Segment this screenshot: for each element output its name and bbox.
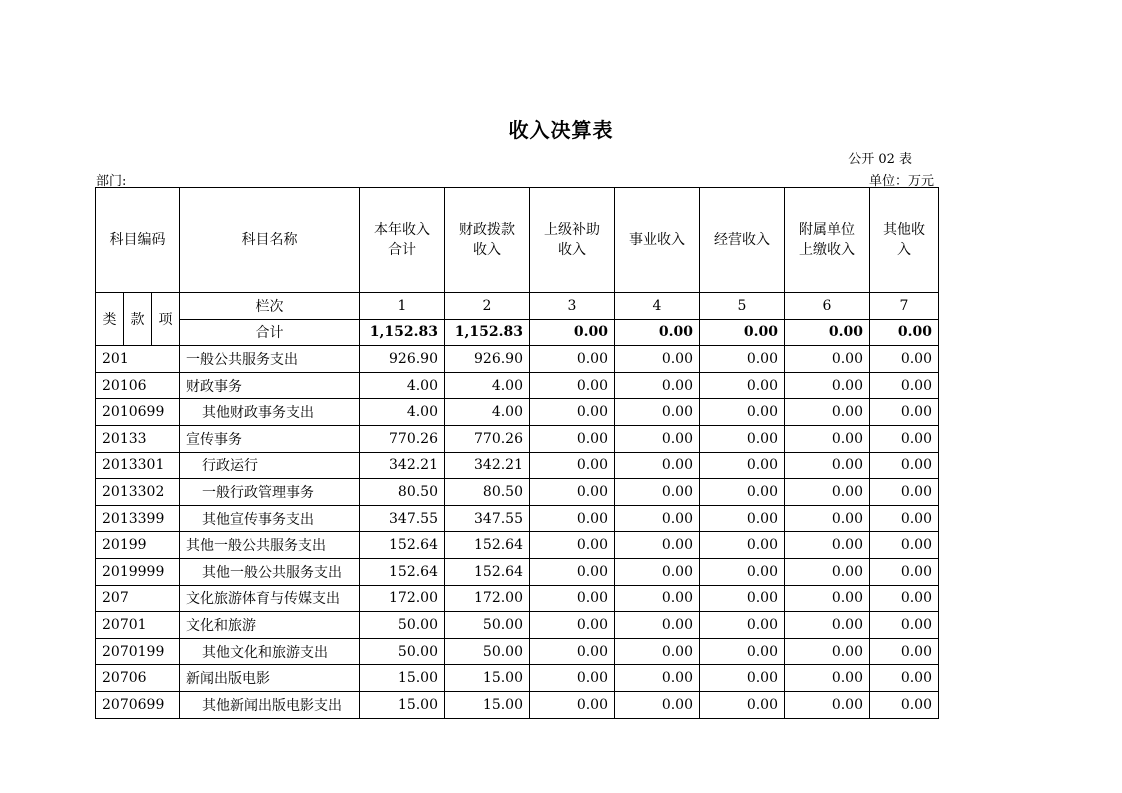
- row-value: 152.64: [445, 558, 530, 585]
- income-table: [95, 187, 939, 719]
- col-number: 5: [700, 293, 785, 320]
- total-value: 1,152.83: [445, 319, 530, 346]
- column-number-row: [96, 293, 939, 320]
- row-name: 新闻出版电影: [180, 665, 360, 692]
- row-name: 其他一般公共服务支出: [180, 558, 360, 585]
- row-value: 15.00: [445, 665, 530, 692]
- row-value: 0.00: [785, 691, 870, 718]
- row-value: 0.00: [615, 558, 700, 585]
- row-value: 0.00: [870, 691, 939, 718]
- row-value: 0.00: [785, 532, 870, 559]
- row-value: 0.00: [615, 452, 700, 479]
- row-value: 4.00: [445, 399, 530, 426]
- row-value: 0.00: [530, 558, 615, 585]
- row-name: 一般行政管理事务: [180, 479, 360, 506]
- row-value: 347.55: [445, 505, 530, 532]
- row-value: 0.00: [530, 372, 615, 399]
- row-value: 0.00: [700, 479, 785, 506]
- row-value: 342.21: [360, 452, 445, 479]
- row-code: 20133: [96, 425, 180, 452]
- row-value: 152.64: [360, 532, 445, 559]
- row-value: 0.00: [870, 399, 939, 426]
- table-row: [96, 665, 939, 692]
- row-value: 0.00: [700, 346, 785, 373]
- col-number: 4: [615, 293, 700, 320]
- row-value: 0.00: [530, 505, 615, 532]
- header-col6: 附属单位 上缴收入: [785, 188, 870, 293]
- row-value: 0.00: [785, 638, 870, 665]
- row-code: 201: [96, 346, 180, 373]
- header-row: [96, 188, 939, 293]
- row-code: 2070199: [96, 638, 180, 665]
- table-row: [96, 372, 939, 399]
- row-value: 0.00: [615, 585, 700, 612]
- row-code: 2013399: [96, 505, 180, 532]
- row-name: 文化旅游体育与传媒支出: [180, 585, 360, 612]
- header-xiang: 项: [152, 293, 180, 346]
- row-value: 0.00: [870, 532, 939, 559]
- row-value: 0.00: [870, 346, 939, 373]
- table-row: [96, 505, 939, 532]
- row-value: 4.00: [360, 399, 445, 426]
- header-lei: 类: [96, 293, 124, 346]
- row-value: 0.00: [870, 452, 939, 479]
- row-value: 152.64: [445, 532, 530, 559]
- row-value: 152.64: [360, 558, 445, 585]
- row-value: 4.00: [360, 372, 445, 399]
- row-value: 0.00: [530, 452, 615, 479]
- row-value: 0.00: [530, 399, 615, 426]
- row-value: 50.00: [360, 638, 445, 665]
- row-value: 0.00: [785, 558, 870, 585]
- row-name: 其他一般公共服务支出: [180, 532, 360, 559]
- table-row: [96, 346, 939, 373]
- row-value: 0.00: [700, 532, 785, 559]
- total-value: 0.00: [530, 319, 615, 346]
- row-value: 0.00: [615, 638, 700, 665]
- row-name: 其他文化和旅游支出: [180, 638, 360, 665]
- row-value: 0.00: [870, 479, 939, 506]
- col-number: 3: [530, 293, 615, 320]
- row-value: 0.00: [785, 372, 870, 399]
- row-value: 50.00: [360, 612, 445, 639]
- row-value: 0.00: [530, 585, 615, 612]
- total-value: 1,152.83: [360, 319, 445, 346]
- header-col3: 上级补助 收入: [530, 188, 615, 293]
- row-value: 0.00: [785, 425, 870, 452]
- header-col2: 财政拨款 收入: [445, 188, 530, 293]
- row-value: 0.00: [785, 399, 870, 426]
- row-value: 0.00: [785, 479, 870, 506]
- row-name: 宣传事务: [180, 425, 360, 452]
- total-value: 0.00: [615, 319, 700, 346]
- row-code: 207: [96, 585, 180, 612]
- row-value: 0.00: [615, 612, 700, 639]
- row-value: 0.00: [870, 372, 939, 399]
- row-code: 2013302: [96, 479, 180, 506]
- row-value: 0.00: [700, 638, 785, 665]
- row-value: 172.00: [360, 585, 445, 612]
- row-value: 0.00: [530, 665, 615, 692]
- row-value: 0.00: [530, 691, 615, 718]
- table-row: [96, 399, 939, 426]
- table-row: [96, 558, 939, 585]
- row-value: 0.00: [530, 638, 615, 665]
- row-value: 0.00: [700, 505, 785, 532]
- table-row: [96, 612, 939, 639]
- row-value: 0.00: [700, 452, 785, 479]
- header-lanci: 栏次: [180, 293, 360, 320]
- table-row: [96, 425, 939, 452]
- header-col4: 事业收入: [615, 188, 700, 293]
- row-value: 172.00: [445, 585, 530, 612]
- row-value: 0.00: [700, 691, 785, 718]
- row-value: 0.00: [615, 505, 700, 532]
- row-value: 0.00: [530, 346, 615, 373]
- row-value: 0.00: [615, 399, 700, 426]
- table-row: [96, 691, 939, 718]
- row-name: 一般公共服务支出: [180, 346, 360, 373]
- row-value: 0.00: [530, 425, 615, 452]
- department-label: 部门:: [96, 174, 127, 189]
- row-value: 80.50: [445, 479, 530, 506]
- header-col1: 本年收入 合计: [360, 188, 445, 293]
- table-row: [96, 452, 939, 479]
- row-value: 15.00: [360, 665, 445, 692]
- row-value: 0.00: [785, 452, 870, 479]
- row-value: 80.50: [360, 479, 445, 506]
- row-value: 0.00: [870, 612, 939, 639]
- row-code: 2019999: [96, 558, 180, 585]
- row-value: 15.00: [360, 691, 445, 718]
- col-number: 1: [360, 293, 445, 320]
- row-value: 342.21: [445, 452, 530, 479]
- col-number: 2: [445, 293, 530, 320]
- row-value: 0.00: [615, 479, 700, 506]
- row-value: 0.00: [615, 665, 700, 692]
- row-value: 0.00: [785, 346, 870, 373]
- row-value: 50.00: [445, 612, 530, 639]
- form-code: 公开 02 表: [848, 152, 912, 167]
- row-value: 0.00: [530, 612, 615, 639]
- total-value: 0.00: [700, 319, 785, 346]
- unit-label: 单位：万元: [868, 174, 934, 189]
- row-code: 2010699: [96, 399, 180, 426]
- row-value: 0.00: [615, 532, 700, 559]
- total-value: 0.00: [870, 319, 939, 346]
- header-name: 科目名称: [180, 188, 360, 293]
- header-col7: 其他收 入: [870, 188, 939, 293]
- row-code: 2013301: [96, 452, 180, 479]
- table-row: [96, 479, 939, 506]
- row-value: 0.00: [615, 425, 700, 452]
- total-row: [96, 319, 939, 346]
- row-value: 0.00: [700, 612, 785, 639]
- row-value: 0.00: [785, 612, 870, 639]
- row-value: 0.00: [700, 425, 785, 452]
- page-title: 收入决算表: [508, 118, 614, 142]
- row-code: 20199: [96, 532, 180, 559]
- row-value: 770.26: [445, 425, 530, 452]
- row-value: 50.00: [445, 638, 530, 665]
- row-value: 0.00: [615, 691, 700, 718]
- row-value: 15.00: [445, 691, 530, 718]
- table-row: [96, 532, 939, 559]
- row-value: 926.90: [360, 346, 445, 373]
- row-value: 0.00: [870, 585, 939, 612]
- header-col5: 经营收入: [700, 188, 785, 293]
- row-value: 0.00: [870, 505, 939, 532]
- row-value: 770.26: [360, 425, 445, 452]
- row-value: 0.00: [785, 665, 870, 692]
- row-name: 其他宣传事务支出: [180, 505, 360, 532]
- row-value: 0.00: [870, 558, 939, 585]
- row-code: 20706: [96, 665, 180, 692]
- row-value: 0.00: [785, 585, 870, 612]
- row-value: 0.00: [870, 425, 939, 452]
- row-name: 其他新闻出版电影支出: [180, 691, 360, 718]
- row-name: 文化和旅游: [180, 612, 360, 639]
- header-code: 科目编码: [96, 188, 180, 293]
- row-value: 0.00: [530, 532, 615, 559]
- row-value: 0.00: [615, 346, 700, 373]
- col-number: 7: [870, 293, 939, 320]
- row-name: 其他财政事务支出: [180, 399, 360, 426]
- row-value: 0.00: [870, 638, 939, 665]
- row-name: 行政运行: [180, 452, 360, 479]
- row-code: 20701: [96, 612, 180, 639]
- row-name: 财政事务: [180, 372, 360, 399]
- row-value: 0.00: [700, 372, 785, 399]
- total-value: 0.00: [785, 319, 870, 346]
- row-value: 347.55: [360, 505, 445, 532]
- row-value: 0.00: [530, 479, 615, 506]
- row-value: 0.00: [615, 372, 700, 399]
- header-kuan: 款: [124, 293, 152, 346]
- total-label: 合计: [180, 319, 360, 346]
- row-code: 20106: [96, 372, 180, 399]
- row-value: 0.00: [785, 505, 870, 532]
- col-number: 6: [785, 293, 870, 320]
- table-row: [96, 638, 939, 665]
- row-value: 0.00: [700, 399, 785, 426]
- row-value: 0.00: [700, 558, 785, 585]
- row-code: 2070699: [96, 691, 180, 718]
- row-value: 0.00: [700, 585, 785, 612]
- row-value: 4.00: [445, 372, 530, 399]
- row-value: 926.90: [445, 346, 530, 373]
- row-value: 0.00: [700, 665, 785, 692]
- table-row: [96, 585, 939, 612]
- row-value: 0.00: [870, 665, 939, 692]
